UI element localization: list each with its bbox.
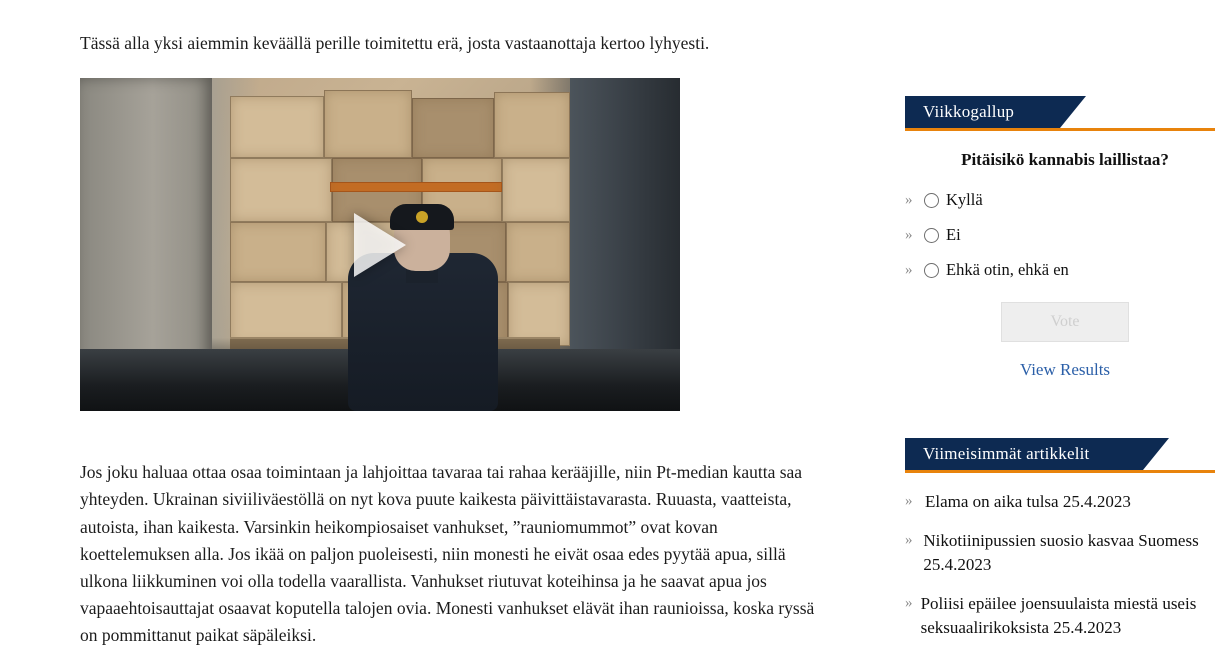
latest-articles-title: Viimeisimmät artikkelit: [923, 444, 1090, 463]
play-icon[interactable]: [354, 213, 406, 277]
poll-option-0[interactable]: [905, 190, 1215, 210]
widget-poll: [905, 96, 1215, 380]
latest-articles-header-rule: [905, 470, 1215, 473]
radio-button[interactable]: [924, 228, 939, 243]
video-spacer: [80, 411, 815, 459]
poll-header-rule: [905, 128, 1215, 131]
article-column: [80, 30, 815, 649]
poll-option-label: Ei: [946, 225, 961, 244]
poll-header: [905, 96, 1215, 128]
latest-articles-header: [905, 438, 1215, 470]
chevron-icon: »: [905, 493, 913, 509]
article-lead-paragraph: Tässä alla yksi aiemmin keväällä perille toimitettu erä, josta vastaanottaja kertoo lyhyesti.: [80, 33, 710, 53]
poll-option-2[interactable]: [905, 260, 1215, 280]
article-body-paragraph: Jos joku haluaa ottaa osaa toimintaan ja lahjoittaa tavaraa tai rahaa kerääjille, niin Pt-median kautta saa yhteyden. Ukrainan siviiliväestöllä on nyt kova puute kaikesta päivittäistavarasta. Ruuasta, vaatteista, autoista, ihan kaikesta. Varsinkin heikompiosaiset vanhukset, ”rauniomummot” ovat kovan koettelemuksen alla. Jos ikää on paljon puoleisesti, niin monesti he eivät osaa edes pyytää apua, sillä ulkona liikkuminen voi olla todella vaarallista. Vanhukset riutuvat koteihinsa ja he saavat apua jos vapaaehtoisauttajat osaavat koputella talojen ovia. Monesti vanhukset elävät ihan raunioissa, koska ryssä on pommittanut paikat säpäleiksi.: [80, 462, 815, 645]
widget-latest-articles: [905, 438, 1215, 639]
poll-body: [905, 128, 1215, 380]
list-item[interactable]: [905, 490, 1215, 513]
article-link[interactable]: Nikotiinipussien suosio kasvaa Suomess 25.4.2023: [923, 531, 1199, 574]
article-link[interactable]: Poliisi epäilee joensuulaista miestä useis seksuaalirikoksista 25.4.2023: [920, 594, 1197, 637]
chevron-icon: »: [905, 595, 913, 612]
poll-option-label: Kyllä: [946, 190, 983, 209]
radio-button[interactable]: [924, 193, 939, 208]
view-results-link[interactable]: View Results: [1019, 360, 1111, 379]
vote-button[interactable]: Vote: [1001, 302, 1129, 342]
video-player[interactable]: [80, 78, 680, 411]
chevron-icon: »: [905, 261, 913, 278]
list-item[interactable]: [905, 529, 1215, 576]
poll-option-1[interactable]: [905, 225, 1215, 245]
poll-option-label: Ehkä otin, ehkä en: [946, 260, 1069, 279]
list-item[interactable]: [905, 592, 1215, 639]
poll-title: Viikkogallup: [923, 102, 1015, 121]
radio-button[interactable]: [924, 263, 939, 278]
chevron-icon: »: [905, 191, 913, 208]
chevron-icon: »: [905, 532, 913, 549]
latest-articles-list: [905, 470, 1215, 639]
sidebar: [905, 0, 1215, 667]
poll-question: Pitäisikö kannabis laillistaa?: [961, 150, 1169, 169]
chevron-icon: »: [905, 226, 913, 243]
article-link[interactable]: Elama on aika tulsa 25.4.2023: [925, 492, 1131, 511]
